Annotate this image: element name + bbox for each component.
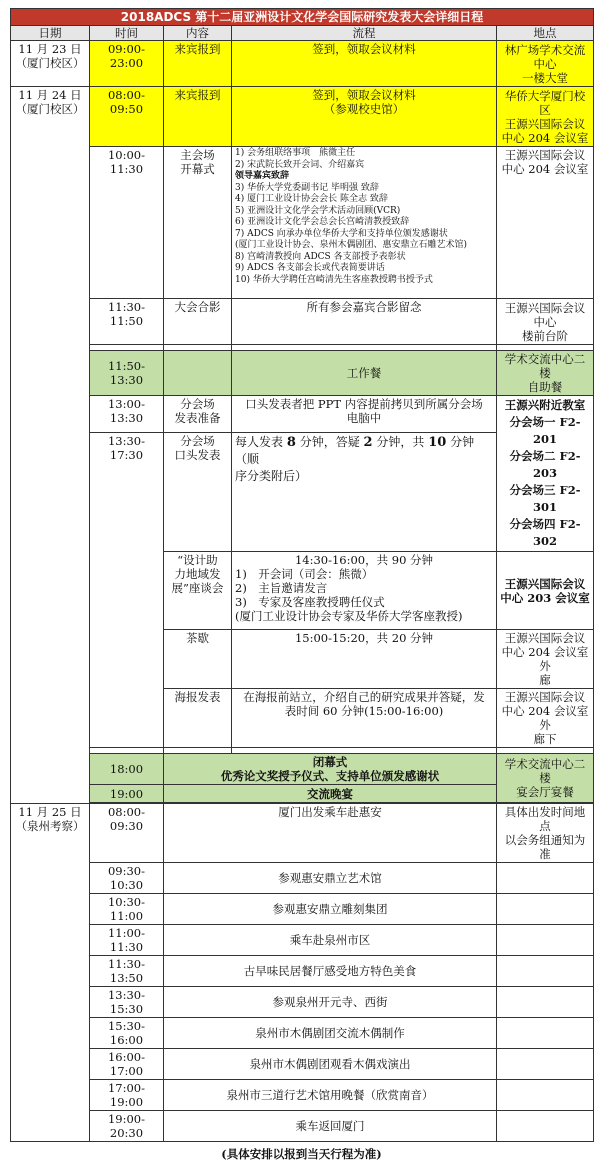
day1-place-line: 林广场学术交流: [504, 42, 586, 57]
opening-item: 7) ADCS 向承办单位华侨大学和支持单位颁发感谢状: [235, 228, 448, 239]
tea-place-line: 中心 204 会议室外: [501, 645, 589, 673]
header-content: 内容: [164, 26, 232, 41]
day3-row-place-empty: [497, 1049, 594, 1080]
header-place: 地点: [497, 26, 594, 41]
day3-row-time: 08:00-09:30: [90, 804, 164, 863]
day3-row-process: 乘车赴泉州市区: [164, 925, 497, 956]
forum-process-line: 14:30-16:00，共 90 分钟: [294, 553, 434, 567]
day3-row-process: 泉州市木偶剧团交流木偶制作: [164, 1018, 497, 1049]
poster-place: [497, 689, 594, 748]
day1-date-cell: [11, 41, 90, 87]
header-date: 日期: [11, 26, 90, 41]
day3-row-time: 09:30-10:30: [90, 863, 164, 894]
day3-row-process: 泉州市木偶剧团观看木偶戏演出: [164, 1049, 497, 1080]
oral-minutes: 8: [286, 435, 296, 450]
day3-row-place-empty: [497, 1111, 594, 1142]
forum-process-line: 1) 开会词（司会：熊微）: [235, 567, 374, 581]
closing-process: [164, 754, 497, 785]
sessions-place-line: 分会场四 F2-302: [509, 517, 581, 548]
day3-campus: （泉州考察）: [15, 819, 85, 833]
day1-time: 09:00-23:00: [90, 41, 164, 87]
day3-row-process: 厦门出发乘车赴惠安: [164, 804, 497, 863]
poster-place-line: 王源兴国际会议: [504, 690, 586, 704]
closing-place-line: 宴会厅宴餐: [516, 785, 574, 799]
day3-row-process: 参观惠安鼎立雕刻集团: [164, 894, 497, 925]
oral-process-line1: [235, 434, 493, 468]
dinner-process: 交流晚宴: [164, 785, 497, 803]
sessions-place-line: 分会场一 F2-201: [509, 415, 581, 446]
oral-time: 13:30-17:30: [90, 433, 164, 748]
day3-row-process: 泉州市三道行艺术馆用晚餐（欣赏南音）: [164, 1080, 497, 1111]
photo-process: 所有参会嘉宾合影留念: [232, 299, 497, 345]
oral-process-line2: 序分类附后）: [235, 469, 308, 483]
forum-process-line: (厦门工业设计协会专家及华侨大学客座教授): [235, 609, 463, 623]
oral-text: 分钟，答疑: [295, 435, 364, 449]
opening-items: [232, 147, 497, 299]
day2-date: 11 月 24 日: [18, 88, 82, 102]
day1-process: 签到，领取会议材料: [232, 41, 497, 87]
day3-row-place-empty: [497, 925, 594, 956]
prep-time: 13:00-13:30: [90, 396, 164, 433]
opening-place: [497, 147, 594, 299]
day1-date: 11 月 23 日: [18, 42, 82, 56]
poster-content: 海报发表: [164, 689, 232, 748]
oral-content: [164, 433, 232, 552]
forum-content-line: 力地域发: [174, 567, 221, 581]
header-process: 流程: [232, 26, 497, 41]
day3-row-time: 19:00-20:30: [90, 1111, 164, 1142]
closing-place: [497, 754, 594, 803]
day3-place-line: 以会务组通知为准: [504, 833, 586, 861]
prep-content-line: 分会场: [180, 397, 215, 411]
day2-campus: （厦门校区）: [15, 102, 85, 116]
day2-checkin-time: 08:00-09:50: [90, 87, 164, 147]
opening-content-line: 开幕式: [180, 162, 215, 176]
day3-row-place-empty: [497, 956, 594, 987]
tea-place-line: 廊: [539, 673, 551, 687]
opening-item-heading: 领导嘉宾致辞: [235, 171, 290, 181]
forum-place: [497, 552, 594, 630]
oral-qa-minutes: 2: [363, 435, 373, 450]
day3-row-process: 参观惠安鼎立艺术馆: [164, 863, 497, 894]
day3-date-cell: [11, 804, 90, 1142]
tea-process: 15:00-15:20，共 20 分钟: [232, 630, 497, 689]
tea-place-line: 王源兴国际会议: [504, 631, 586, 645]
day3-row-place-empty: [497, 894, 594, 925]
sessions-place-line: 王源兴附近教室: [504, 398, 586, 412]
poster-process-line: 表时间 60 分钟(15:00-16:00): [284, 704, 444, 718]
day1-place: [497, 41, 594, 87]
photo-place: [497, 299, 594, 345]
poster-place-line: 廊下: [533, 732, 557, 746]
prep-process: [232, 396, 497, 433]
checkin-place-line: 王源兴国际会议: [504, 116, 586, 131]
closing-time: 18:00: [90, 754, 164, 785]
checkin-place-line: 中心 204 会议室: [501, 130, 589, 145]
checkin-process-line: 签到，领取会议材料: [312, 88, 416, 102]
day1-content: 来宾报到: [164, 41, 232, 87]
opening-item: (厦门工业设计协会、泉州木偶剧团、惠安鼎立石雕艺术馆): [235, 240, 468, 250]
day3-row-time: 10:30-11:00: [90, 894, 164, 925]
opening-time: 10:00-11:30: [90, 147, 164, 299]
prep-content-line: 发表准备: [174, 411, 221, 425]
day3-row-place-empty: [497, 1080, 594, 1111]
sessions-place-line: 分会场三 F2-301: [509, 483, 581, 514]
day2-date-cell: [11, 87, 90, 804]
day1-campus: （厦门校区）: [15, 56, 85, 70]
checkin-place-line: 华侨大学厦门校: [504, 88, 586, 103]
footer-note: (具体安排以报到当天行程为准): [221, 1147, 382, 1161]
lunch-place: [497, 351, 594, 396]
closing-process-line: 闭幕式: [312, 755, 348, 769]
checkin-place-line: 区: [539, 102, 551, 117]
tea-content: 茶歇: [164, 630, 232, 689]
header-time: 时间: [90, 26, 164, 41]
day2-checkin-content: 来宾报到: [164, 87, 232, 147]
day3-date: 11 月 25 日: [18, 805, 82, 819]
day3-row-place-empty: [497, 863, 594, 894]
opening-item: 10) 华侨大学聘任宫崎清先生客座教授聘书授予式: [235, 274, 433, 285]
day3-place: [497, 804, 594, 863]
oral-total-minutes: 10: [428, 435, 447, 450]
oral-content-line: 口头发表: [174, 448, 221, 462]
sessions-place: [497, 396, 594, 552]
forum-content: [164, 552, 232, 630]
lunch-place-line: 学术交流中心二楼: [504, 352, 586, 380]
opening-item: 6) 亚洲设计文化学会总会长宫崎清教授致辞: [235, 217, 410, 227]
forum-content-line: 展”座谈会: [171, 581, 224, 595]
opening-item: 2) 宋武院长致开会词、介绍嘉宾: [235, 159, 365, 170]
oral-process: [232, 433, 497, 552]
opening-place-line: 王源兴国际会议: [504, 148, 586, 162]
forum-place-line: 王源兴国际会议: [504, 576, 586, 591]
prep-process-line: 口头发表者把 PPT 内容提前拷贝到所属分会场: [245, 397, 483, 411]
photo-place-line: 楼前台阶: [522, 328, 569, 343]
day1-place-line: 一楼大堂: [522, 70, 569, 85]
forum-content-line: “设计助: [177, 553, 218, 567]
day3-row-time: 16:00-17:00: [90, 1049, 164, 1080]
opening-place-line: 中心 204 会议室: [501, 162, 589, 176]
tea-place: [497, 630, 594, 689]
poster-place-line: 中心 204 会议室外: [501, 704, 589, 732]
opening-item: 5) 亚洲设计文化学会学术活动回顾(VCR): [235, 205, 401, 216]
day3-row-time: 11:30-13:50: [90, 956, 164, 987]
forum-place-line: 中心 203 会议室: [500, 590, 590, 605]
photo-place-line: 王源兴国际会议: [504, 300, 586, 315]
opening-content-line: 主会场: [180, 148, 215, 162]
sessions-place-line: 分会场二 F2-203: [509, 449, 581, 480]
oral-text: 分钟（顺: [235, 435, 475, 466]
schedule: [10, 8, 593, 1162]
day3-row-process: 乘车返回厦门: [164, 1111, 497, 1142]
photo-time: 11:30-11:50: [90, 299, 164, 345]
day1-place-line: 中心: [533, 56, 557, 71]
photo-place-line: 中心: [533, 314, 557, 329]
opening-item: 9) ADCS 各支部会长或代表简要讲话: [235, 263, 385, 273]
closing-place-line: 学术交流中心二楼: [504, 757, 586, 785]
day3-row-process: 古早味民居餐厅感受地方特色美食: [164, 956, 497, 987]
opening-item: 8) 宫崎清教授向 ADCS 各支部授予表彰状: [235, 251, 406, 262]
opening-item: 3) 华侨大学党委副书记 毕明强 致辞: [235, 182, 379, 193]
day3-row-process: 参观泉州开元寺、西街: [164, 987, 497, 1018]
opening-item: 1) 会务组联络事项 熊微主任: [235, 148, 356, 158]
day3-row-time: 13:30-15:30: [90, 987, 164, 1018]
prep-process-line: 电脑中: [346, 411, 382, 425]
forum-process: [232, 552, 497, 630]
oral-text: 每人发表: [235, 435, 287, 449]
poster-process: [232, 689, 497, 748]
day3-row-time: 15:30-16:00: [90, 1018, 164, 1049]
forum-process-line: 2) 主旨邀请发言: [235, 581, 328, 595]
opening-content: [164, 147, 232, 299]
prep-content: [164, 396, 232, 433]
day3-row-place-empty: [497, 1018, 594, 1049]
dinner-time: 19:00: [90, 785, 164, 803]
checkin-process-line: （参观校史馆）: [323, 102, 405, 116]
lunch-content-empty: [164, 351, 232, 396]
forum-process-line: 3) 专家及客座教授聘任仪式: [235, 595, 385, 609]
oral-content-line: 分会场: [180, 434, 215, 448]
schedule-table: [10, 8, 594, 1142]
day2-checkin-place: [497, 87, 594, 147]
lunch-place-line: 自助餐: [527, 380, 563, 394]
lunch-process: 工作餐: [232, 351, 497, 396]
day3-row-time: 11:00-11:30: [90, 925, 164, 956]
lunch-time: 11:50-13:30: [90, 351, 164, 396]
day3-row-place-empty: [497, 987, 594, 1018]
page-title: 2018ADCS 第十二届亚洲设计文化学会国际研究发表大会详细日程: [11, 9, 594, 26]
closing-process-line: 优秀论文奖授予仪式、支持单位颁发感谢状: [220, 769, 440, 783]
day3-place-line: 具体出发时间地点: [504, 805, 586, 833]
oral-text: 分钟，共: [372, 435, 429, 449]
day3-row-time: 17:00-19:00: [90, 1080, 164, 1111]
day2-checkin-process: [232, 87, 497, 147]
opening-item: 4) 厦门工业设计协会会长 陈全志 致辞: [235, 194, 388, 204]
poster-process-line: 在海报前站立，介绍自己的研究成果并答疑，发: [243, 690, 485, 704]
photo-content: 大会合影: [164, 299, 232, 345]
